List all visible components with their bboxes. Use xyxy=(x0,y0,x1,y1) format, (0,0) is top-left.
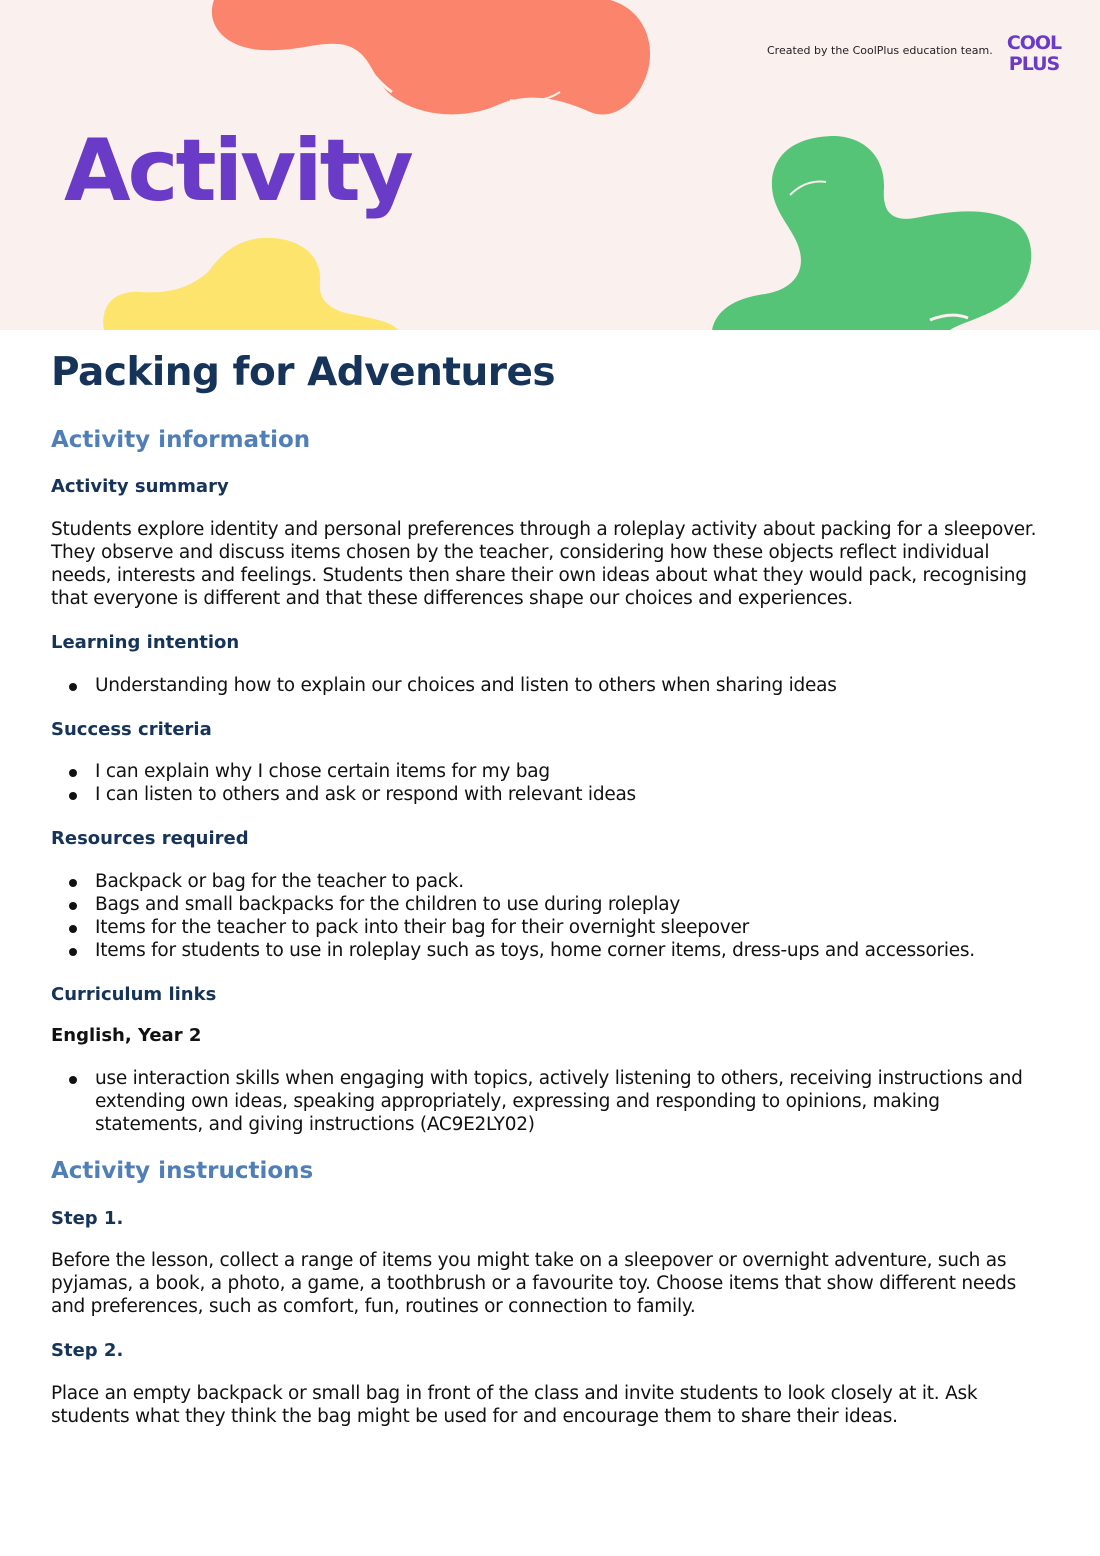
coolplus-logo xyxy=(1000,31,1068,73)
curriculum-links-heading: Curriculum links xyxy=(51,983,217,1005)
activity-information-heading: Activity information xyxy=(51,426,311,453)
list-item: Understanding how to explain our choices and listen to others when sharing ideas xyxy=(51,674,1051,697)
yellow-blob xyxy=(103,238,398,330)
coral-blob xyxy=(212,0,650,114)
svg-text:PLUS: PLUS xyxy=(1008,53,1060,73)
step-1-label: Step 1. xyxy=(51,1207,124,1229)
list-item: Items for the teacher to pack into their bag for their overnight sleepover xyxy=(51,916,1051,939)
learning-intention-list xyxy=(51,674,1051,697)
step-1-text: Before the lesson, collect a range of items you might take on a sleepover or overnight adventure, such as pyjamas, a book, a photo, a game, a toothbrush or a favourite toy. Choose items that show different needs and preferences, such as comfort, fun, routines or connection to family. xyxy=(51,1250,1016,1318)
header-banner xyxy=(0,0,1100,330)
green-blob xyxy=(712,136,1031,330)
list-item: Backpack or bag for the teacher to pack. xyxy=(51,870,1051,893)
document-body xyxy=(51,350,1051,1450)
step-2-text: Place an empty backpack or small bag in front of the class and invite students to look closely at it. Ask students what they think the bag might be used for and encourage them to share their ideas. xyxy=(51,1382,978,1427)
learning-intention-heading: Learning intention xyxy=(51,631,240,653)
document-title: Packing for Adventures xyxy=(51,350,556,395)
curriculum-subject: English, Year 2 xyxy=(51,1025,202,1047)
resources-heading: Resources required xyxy=(51,828,249,850)
success-criteria-heading: Success criteria xyxy=(51,718,212,740)
banner-title: Activity xyxy=(64,121,411,221)
activity-instructions-heading: Activity instructions xyxy=(51,1157,314,1184)
success-criteria-list xyxy=(51,760,1051,806)
list-item: use interaction skills when engaging with topics, actively listening to others, receiving instructions and extending own ideas, speaking appropriately, expressing and responding to opinions, making statements, and giving instructions (AC9E2LY02) xyxy=(51,1067,1051,1136)
list-item: Bags and small backpacks for the children to use during roleplay xyxy=(51,893,1051,916)
list-item: I can listen to others and ask or respond with relevant ideas xyxy=(51,783,1051,806)
curriculum-list xyxy=(51,1067,1051,1136)
activity-summary-heading: Activity summary xyxy=(51,476,229,498)
resources-list xyxy=(51,870,1051,962)
svg-text:COOL: COOL xyxy=(1006,32,1062,54)
created-by-text: Created by the CoolPlus education team. xyxy=(767,44,993,57)
list-item: I can explain why I chose certain items for my bag xyxy=(51,760,1051,783)
step-2-label: Step 2. xyxy=(51,1340,124,1362)
list-item: Items for students to use in roleplay such as toys, home corner items, dress-ups and accessories. xyxy=(51,939,1051,962)
activity-summary-text: Students explore identity and personal preferences through a roleplay activity about packing for a sleepover. They observe and discuss items chosen by the teacher, considering how these objects reflect individual needs, interests and feelings. Students then share their own ideas about what they would pack, recognising that everyone is different and that these differences shape our choices and experiences. xyxy=(51,518,1037,609)
